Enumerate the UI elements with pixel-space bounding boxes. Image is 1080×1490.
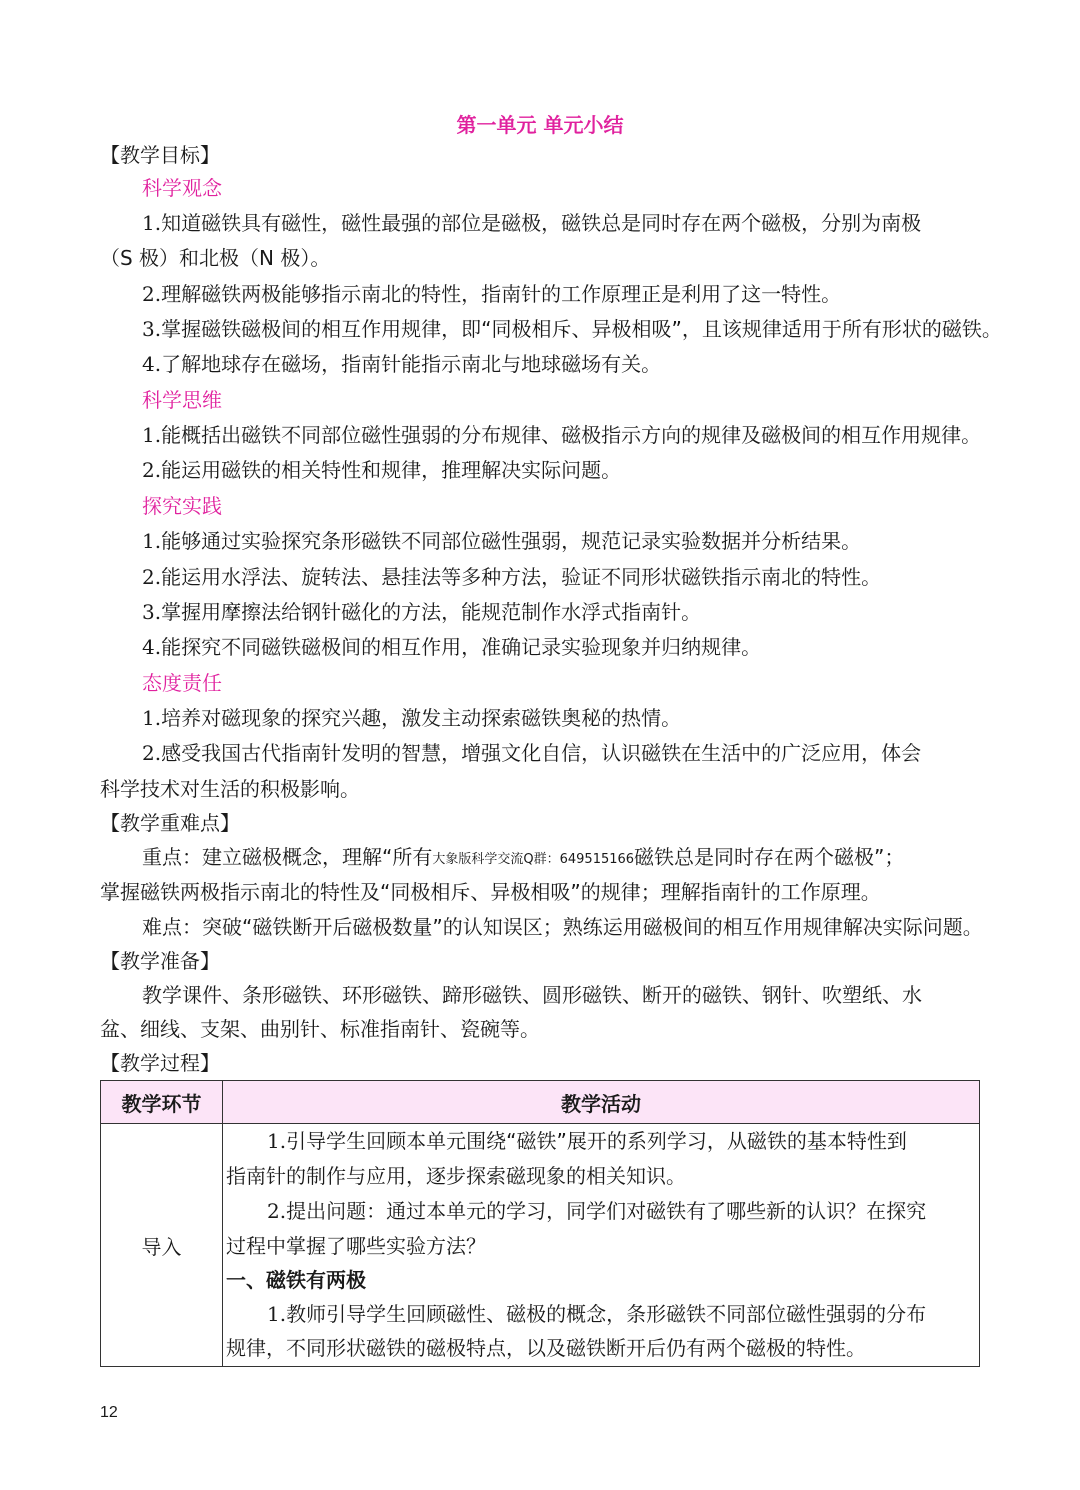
activity-line: 过程中掌握了哪些实验方法？ [226,1234,486,1258]
list-item-continuation: 科学技术对生活的积极影响。 [100,777,360,801]
list-item: 2.理解磁铁两极能够指示南北的特性，指南针的工作原理正是利用了这一特性。 [142,282,842,306]
header-activity: 教学活动 [223,1081,980,1124]
process-table [100,1080,980,1367]
prep-line-2: 盆、细线、支架、曲别针、标准指南针、瓷碗等。 [100,1017,540,1041]
list-item-continuation: （S 极）和北极（N 极）。 [100,246,331,270]
table-row [101,1124,980,1367]
list-item: 1.培养对磁现象的探究兴趣，激发主动探索磁铁奥秘的热情。 [142,706,682,730]
section-process: 【教学过程】 [100,1051,220,1075]
list-item: 3.掌握磁铁磁极间的相互作用规律，即“同极相斥、异极相吸”，且该规律适用于所有形状的磁铁。 [142,317,1002,341]
list-item: 2.能运用磁铁的相关特性和规律，推理解决实际问题。 [142,458,622,482]
focus-continuation: 掌握磁铁两极指示南北的特性及“同极相斥、异极相吸”的规律；理解指南针的工作原理。 [100,880,881,904]
section-preparation: 【教学准备】 [100,949,220,973]
prep-line-1: 教学课件、条形磁铁、环形磁铁、蹄形磁铁、圆形磁铁、断开的磁铁、钢针、吹塑纸、水 [142,983,922,1007]
activity-line: 1.引导学生回顾本单元围绕“磁铁”展开的系列学习，从磁铁的基本特性到 [267,1129,907,1153]
page-number: 12 [100,1404,118,1421]
difficulty-line: 难点：突破“磁铁断开后磁极数量”的认知误区；熟练运用磁极间的相互作用规律解决实际问题。 [142,915,983,939]
subheading-attitude: 态度责任 [142,671,222,695]
watermark-text: 大象版科学交流Q群：649515166 [432,852,635,867]
list-item: 1.知道磁铁具有磁性，磁性最强的部位是磁极，磁铁总是同时存在两个磁极，分别为南极 [142,211,922,235]
header-stage: 教学环节 [101,1081,223,1124]
list-item: 4.了解地球存在磁场，指南针能指示南北与地球磁场有关。 [142,352,662,376]
list-item: 3.掌握用摩擦法给钢针磁化的方法，能规范制作水浮式指南针。 [142,600,702,624]
page-title: 第一单元 单元小结 [456,113,624,137]
stage-cell: 导入 [101,1124,223,1367]
list-item: 2.能运用水浮法、旋转法、悬挂法等多种方法，验证不同形状磁铁指示南北的特性。 [142,565,882,589]
activity-heading: 一、磁铁有两极 [226,1268,366,1292]
activity-line: 规律，不同形状磁铁的磁极特点，以及磁铁断开后仍有两个磁极的特性。 [226,1336,866,1360]
list-item: 1.能够通过实验探究条形磁铁不同部位磁性强弱，规范记录实验数据并分析结果。 [142,529,862,553]
section-key-points: 【教学重难点】 [100,811,240,835]
subheading-practice: 探究实践 [142,494,222,518]
activity-line: 指南针的制作与应用，逐步探索磁现象的相关知识。 [226,1164,686,1188]
subheading-thinking: 科学思维 [142,388,222,412]
focus-line: 重点：建立磁极概念，理解“所有大象版科学交流Q群：649515166磁铁总是同时存在两个磁极”； [142,845,905,869]
activity-line: 2.提出问题：通过本单元的学习，同学们对磁铁有了哪些新的认识？在探究 [267,1199,927,1223]
list-item: 1.能概括出磁铁不同部位磁性强弱的分布规律、磁极指示方向的规律及磁极间的相互作用规律。 [142,423,982,447]
list-item: 2.感受我国古代指南针发明的智慧，增强文化自信，认识磁铁在生活中的广泛应用，体会 [142,741,922,765]
activity-line: 1.教师引导学生回顾磁性、磁极的概念，条形磁铁不同部位磁性强弱的分布 [267,1302,927,1326]
section-goals: 【教学目标】 [100,143,220,167]
list-item: 4.能探究不同磁铁磁极间的相互作用，准确记录实验现象并归纳规律。 [142,635,762,659]
table-header-row [101,1081,980,1124]
subheading-concept: 科学观念 [142,176,222,200]
activity-cell [223,1124,980,1367]
